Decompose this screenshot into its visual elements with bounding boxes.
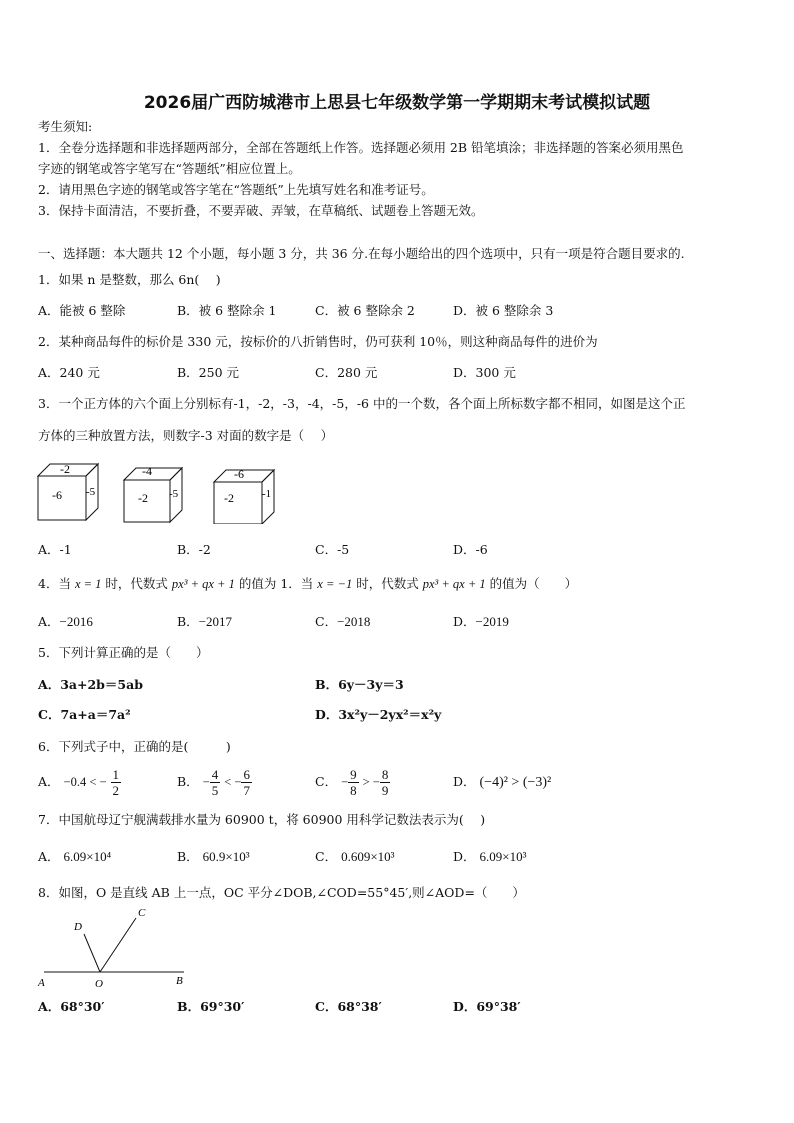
option-value: −2016 xyxy=(59,614,93,629)
q1-option-b[interactable]: B．被 6 整除余 1 xyxy=(177,303,277,318)
math-sign: − xyxy=(341,775,349,789)
label-c: C xyxy=(138,907,146,919)
q4-text: 4．当 xyxy=(38,576,71,591)
q5-option-b[interactable]: B．6y－3y＝3 xyxy=(315,677,404,692)
q2-option-c[interactable]: C．280 元 xyxy=(315,365,378,380)
q1-option-d[interactable]: D．被 6 整除余 3 xyxy=(453,303,554,318)
q1-option-c[interactable]: C．被 6 整除余 2 xyxy=(315,303,415,318)
numerator: 6 xyxy=(243,767,250,782)
q4-option-c[interactable] xyxy=(315,614,370,630)
q8-option-a[interactable]: A．68°30′ xyxy=(38,999,105,1014)
q8-option-d[interactable]: D．69°38′ xyxy=(453,999,521,1014)
notice-heading: 考生须知: xyxy=(38,119,93,134)
q2-option-d[interactable]: D．300 元 xyxy=(453,365,516,380)
q3-option-b[interactable]: B．-2 xyxy=(177,542,211,557)
option-letter: D． xyxy=(453,849,476,864)
question-1-stem: 1．如果 n 是整数，那么 6n( ) xyxy=(38,272,221,287)
fraction xyxy=(380,767,391,798)
q6-option-c[interactable] xyxy=(315,764,390,800)
numerator: 4 xyxy=(211,767,219,782)
denominator: 7 xyxy=(243,783,250,798)
q8-option-c[interactable]: C．68°38′ xyxy=(315,999,382,1014)
option-letter: D． xyxy=(453,774,476,789)
question-5-stem: 5．下列计算正确的是（ ） xyxy=(38,645,209,660)
q6-option-d[interactable] xyxy=(453,764,551,801)
question-3-stem-cont: 方体的三种放置方法，则数字-3 对面的数字是（ ） xyxy=(38,428,334,443)
numerator: 8 xyxy=(381,767,389,782)
cube-2 xyxy=(124,464,182,522)
notice-item: 3．保持卡面清洁，不要折叠，不要弄破、弄皱，在草稿纸、试题卷上答题无效。 xyxy=(38,203,484,218)
cube-1-front-label: -6 xyxy=(52,488,62,502)
math-expr: −0.4 < − xyxy=(63,775,107,789)
q7-option-a[interactable] xyxy=(38,849,111,865)
q7-option-d[interactable] xyxy=(453,849,527,865)
section-heading: 一、选择题：本大题共 12 个小题，每小题 3 分，共 36 分.在每小题给出的四个选项中，只有一项是符合题目要求的. xyxy=(38,246,685,261)
q4-math: x = −1 xyxy=(317,577,353,591)
option-value: 6.09×10³ xyxy=(479,849,527,864)
q5-option-d[interactable]: D．3x²y－2yx²＝x²y xyxy=(315,707,442,722)
question-7-stem: 7．中国航母辽宁舰满载排水量为 60900 t，将 60900 用科学记数法表示为( ) xyxy=(38,812,486,827)
option-letter: B． xyxy=(177,774,199,789)
math-expr: (−4)² > (−3)² xyxy=(479,775,552,790)
ray-oc xyxy=(100,918,136,972)
q1-option-a[interactable]: A．能被 6 整除 xyxy=(38,303,126,318)
cube-1-side-label: -5 xyxy=(86,486,96,498)
numerator: 1 xyxy=(112,767,120,782)
denominator: 2 xyxy=(112,783,120,798)
cube-1 xyxy=(38,462,98,520)
option-letter: A． xyxy=(38,849,60,864)
page-title: 2026届广西防城港市上思县七年级数学第一学期期末考试模拟试题 xyxy=(143,93,651,113)
option-value: 0.609×10³ xyxy=(341,849,395,864)
q3-option-d[interactable]: D．-6 xyxy=(453,542,488,557)
math-sign: < − xyxy=(224,775,242,789)
label-b: B xyxy=(176,975,183,987)
fraction xyxy=(348,767,359,798)
q7-option-c[interactable] xyxy=(315,849,395,865)
fraction xyxy=(111,767,122,798)
cube-3 xyxy=(214,467,274,524)
q4-option-b[interactable] xyxy=(177,614,232,630)
cube-2-side-label: -5 xyxy=(169,488,179,500)
q4-math: px³ + qx + 1 xyxy=(422,577,486,591)
label-o: O xyxy=(95,978,103,990)
q2-option-a[interactable]: A．240 元 xyxy=(38,365,100,380)
option-value: −2017 xyxy=(198,614,233,629)
fraction xyxy=(210,767,221,798)
option-letter: D． xyxy=(453,614,476,629)
question-6-stem: 6．下列式子中，正确的是( ) xyxy=(38,739,231,754)
label-d: D xyxy=(74,921,82,933)
question-3-stem: 3．一个正方体的六个面上分别标有-1，-2，-3，-4，-5，-6 中的一个数，各个面上所标数字都不相同，如图是这个正 xyxy=(38,396,686,411)
q4-text: 的值为（ ） xyxy=(489,576,578,591)
q4-text: 时，代数式 xyxy=(105,576,168,591)
cube-1-top-label: -2 xyxy=(60,462,70,476)
option-letter: C． xyxy=(315,774,338,789)
notice-item: 1．全卷分选择题和非选择题两部分，全部在答题纸上作答。选择题必须用 2B 铅笔填涂；非选择题的答案必须用黑色 xyxy=(38,140,684,155)
math-sign: > − xyxy=(362,775,380,789)
option-letter: C． xyxy=(315,849,338,864)
cube-figures xyxy=(36,458,296,524)
angle-figure xyxy=(36,904,196,990)
q4-option-d[interactable] xyxy=(453,614,509,630)
q2-option-b[interactable]: B．250 元 xyxy=(177,365,240,380)
label-a: A xyxy=(38,977,45,989)
q6-option-b[interactable] xyxy=(177,764,252,800)
q3-option-a[interactable]: A．-1 xyxy=(38,542,72,557)
q8-option-b[interactable]: B．69°30′ xyxy=(177,999,245,1014)
q3-option-c[interactable]: C．-5 xyxy=(315,542,350,557)
q5-option-c[interactable]: C．7a+a＝7a² xyxy=(38,707,131,722)
question-4-stem xyxy=(38,576,577,592)
q4-math: px³ + qx + 1 xyxy=(171,577,235,591)
option-letter: C． xyxy=(315,614,338,629)
denominator: 5 xyxy=(211,783,219,798)
cube-3-top-label: -6 xyxy=(234,467,244,481)
denominator: 8 xyxy=(350,783,357,798)
denominator: 9 xyxy=(381,783,389,798)
cube-3-side-label: -1 xyxy=(262,488,272,500)
option-letter: B． xyxy=(177,849,199,864)
numerator: 9 xyxy=(350,767,357,782)
question-2-stem: 2．某种商品每件的标价是 330 元，按标价的八折销售时，仍可获利 10％，则这种商品每件的进价为 xyxy=(38,334,598,349)
cube-2-front-label: -2 xyxy=(138,491,148,505)
question-8-stem: 8．如图，O 是直线 AB 上一点，OC 平分∠DOB,∠COD=55°45′,则∠AOD=（ ） xyxy=(38,885,525,900)
q7-option-b[interactable] xyxy=(177,849,250,865)
ray-od xyxy=(84,934,100,972)
math-sign: − xyxy=(202,775,210,789)
option-letter: B． xyxy=(177,614,199,629)
q4-text: 的值为 1．当 xyxy=(238,576,314,591)
option-value: −2019 xyxy=(475,614,509,629)
q6-option-a[interactable] xyxy=(38,764,121,800)
option-value: 6.09×10⁴ xyxy=(63,849,112,864)
q5-option-a[interactable]: A．3a+2b＝5ab xyxy=(38,677,143,692)
cube-2-top-label: -4 xyxy=(142,464,152,478)
notice-item: 2．请用黑色字迹的钢笔或答字笔在“答题纸”上先填写姓名和准考证号。 xyxy=(38,182,434,197)
option-value: 60.9×10³ xyxy=(202,849,250,864)
option-letter: A． xyxy=(38,614,60,629)
option-letter: A． xyxy=(38,774,60,789)
notice-item: 字迹的钢笔或答字笔写在“答题纸”相应位置上。 xyxy=(38,161,301,176)
q4-text: 时，代数式 xyxy=(356,576,419,591)
fraction xyxy=(241,767,252,798)
cube-3-front-label: -2 xyxy=(224,491,234,505)
q4-math: x = 1 xyxy=(74,577,102,591)
option-value: −2018 xyxy=(337,614,371,629)
q4-option-a[interactable] xyxy=(38,614,93,630)
